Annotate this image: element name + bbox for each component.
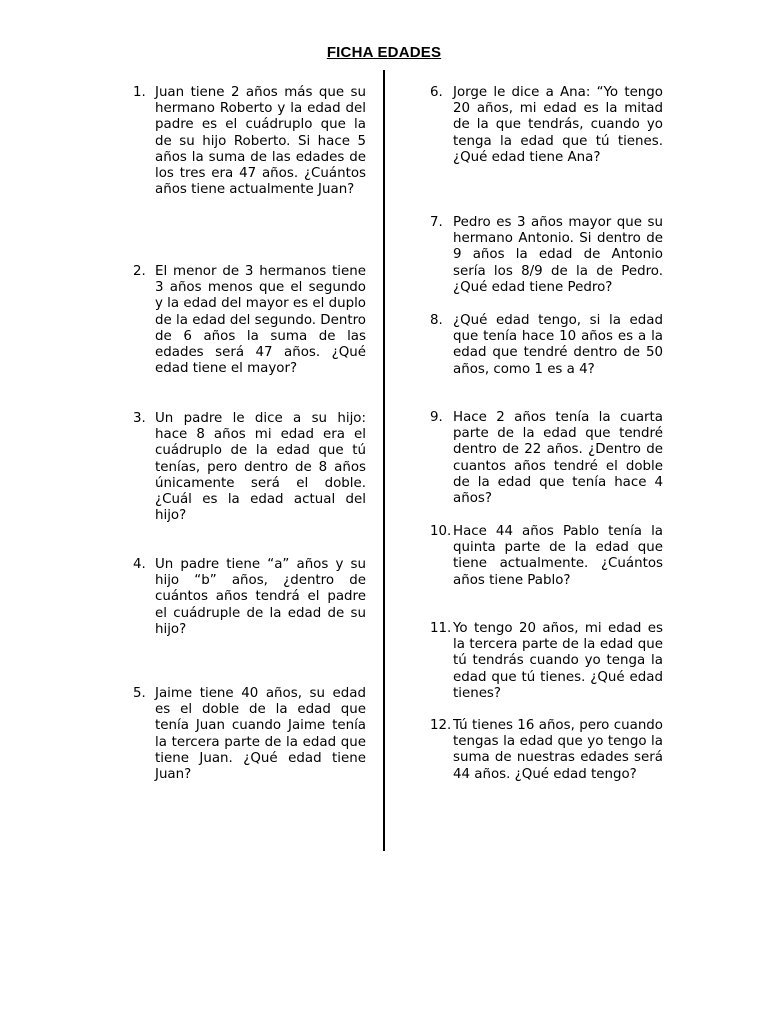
problem-number: 5. bbox=[133, 686, 146, 701]
problem-number: 11. bbox=[430, 621, 452, 636]
problem-number: 3. bbox=[133, 411, 146, 426]
problem-text: El menor de 3 hermanos tiene 3 años menos que el segundo y la edad del mayor es el duplo de la edad del segundo. Dentro de 6 años la suma de las edades será 47 años. ¿Qué edad tiene el mayor? bbox=[155, 264, 366, 377]
problem-text: Hace 44 años Pablo tenía la quinta parte de la edad que tiene actualmente. ¿Cuántos años tiene Pablo? bbox=[453, 524, 663, 588]
problem-number: 6. bbox=[430, 85, 443, 100]
problem-text: Un padre le dice a su hijo: hace 8 años mi edad era el cuádruplo de la edad que tú tenías, pero dentro de 8 años únicamente será el doble. ¿Cuál es la edad actual del hijo? bbox=[155, 411, 366, 524]
problem-number: 8. bbox=[430, 313, 443, 328]
problem-text: Jorge le dice a Ana: “Yo tengo 20 años, mi edad es la mitad de la que tendrás, cuando yo tenga la edad que tú tienes. ¿Qué edad tiene Ana? bbox=[453, 85, 663, 165]
problem-text: ¿Qué edad tengo, si la edad que tenía hace 10 años es a la edad que tendré dentro de 50 años, como 1 es a 4? bbox=[453, 313, 663, 377]
problem-number: 1. bbox=[133, 85, 146, 100]
page-title: FICHA EDADES bbox=[326, 44, 442, 61]
column-divider bbox=[383, 70, 385, 851]
problem-text: Tú tienes 16 años, pero cuando tengas la edad que yo tengo la suma de nuestras edades será 44 años. ¿Qué edad tengo? bbox=[453, 718, 663, 782]
problem-text: Juan tiene 2 años más que su hermano Roberto y la edad del padre es el cuádruplo que la de su hijo Roberto. Si hace 5 años la suma de las edades de los tres era 47 años. ¿Cuántos años tiene actualmente Juan? bbox=[155, 85, 366, 198]
problem-number: 10. bbox=[430, 524, 452, 539]
problem-number: 12. bbox=[430, 718, 452, 733]
problem-text: Pedro es 3 años mayor que su hermano Antonio. Si dentro de 9 años la edad de Antonio sería los 8/9 de la de Pedro. ¿Qué edad tiene Pedro? bbox=[453, 215, 663, 295]
problem-text: Yo tengo 20 años, mi edad es la tercera parte de la edad que tú tendrás cuando yo tenga la edad que tú tienes. ¿Qué edad tienes? bbox=[453, 621, 663, 701]
problem-number: 9. bbox=[430, 410, 443, 425]
problem-number: 2. bbox=[133, 264, 146, 279]
problem-text: Jaime tiene 40 años, su edad es el doble de la edad que tenía Juan cuando Jaime tenía la tercera parte de la edad que tiene Juan. ¿Qué edad tiene Juan? bbox=[155, 686, 366, 783]
problem-number: 7. bbox=[430, 215, 443, 230]
problem-number: 4. bbox=[133, 557, 146, 572]
problem-text: Un padre tiene “a” años y su hijo “b” años, ¿dentro de cuántos años tendrá el padre el cuádruple de la edad de su hijo? bbox=[155, 557, 366, 637]
problem-text: Hace 2 años tenía la cuarta parte de la edad que tendré dentro de 22 años. ¿Dentro de cuantos años tendré el doble de la edad que tenía hace 4 años? bbox=[453, 410, 663, 507]
